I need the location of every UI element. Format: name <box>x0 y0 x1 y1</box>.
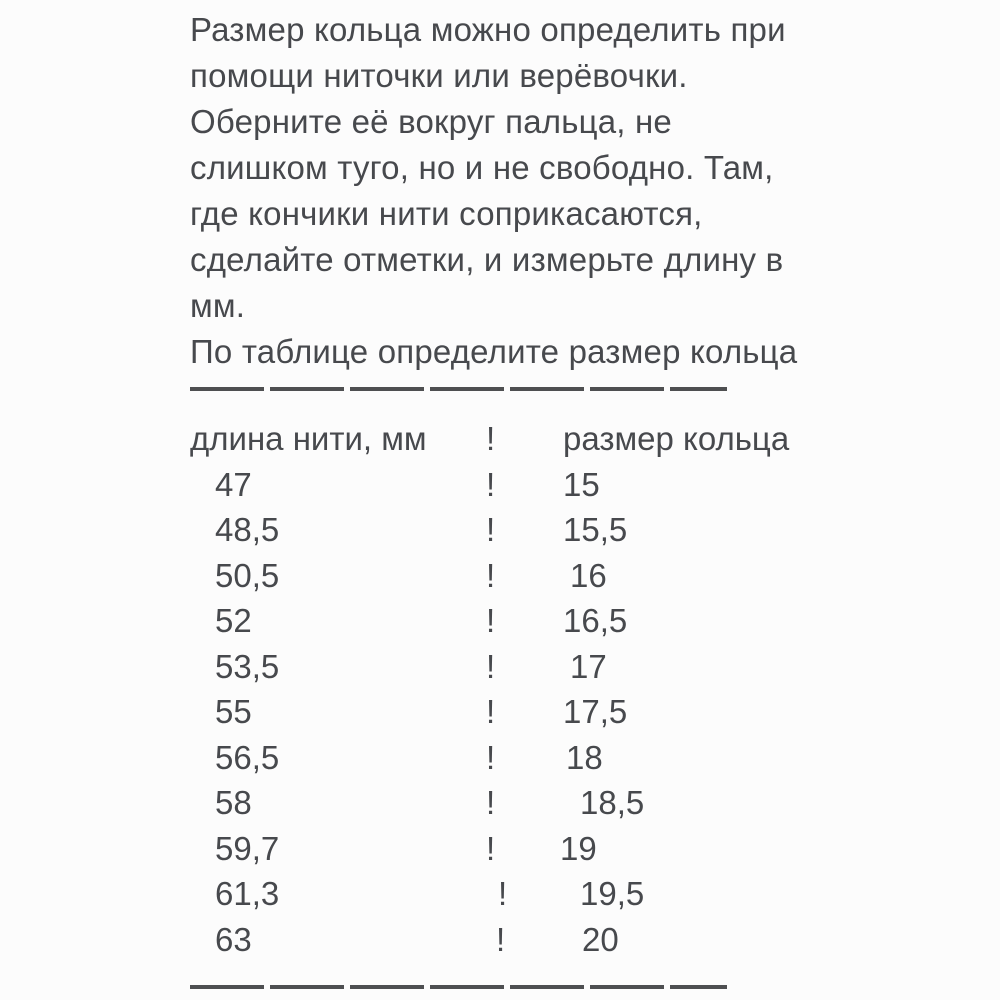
thread-length-value: 55 <box>215 693 252 730</box>
thread-length-value: 63 <box>215 920 252 958</box>
thread-length-value: 58 <box>215 784 252 821</box>
intro-line: где кончики нити соприкасаются, <box>190 195 703 232</box>
row-divider: ! <box>486 647 496 685</box>
length-column-header: длина нити, мм <box>190 420 427 457</box>
table-header-row <box>190 416 830 462</box>
row-divider: ! <box>486 511 496 548</box>
intro-line: Размер кольца можно определить при <box>190 11 786 48</box>
ring-size-value: 16,5 <box>563 602 628 639</box>
thread-length-value: 50,5 <box>215 556 280 594</box>
thread-length-value: 52 <box>215 602 252 639</box>
table-row <box>190 780 830 826</box>
ring-size-value: 15 <box>563 465 600 503</box>
table-row <box>190 917 830 963</box>
ring-size-value: 17 <box>570 647 607 685</box>
ring-size-value: 16 <box>570 556 607 594</box>
row-divider: ! <box>486 693 496 730</box>
thread-length-value: 56,5 <box>215 738 280 776</box>
ring-size-value: 15,5 <box>563 511 628 548</box>
ring-size-value: 18,5 <box>580 784 645 821</box>
thread-length-value: 53,5 <box>215 647 280 685</box>
thread-length-value: 47 <box>215 465 252 503</box>
ring-size-value: 20 <box>582 920 619 958</box>
table-row <box>190 553 830 599</box>
size-column-header: размер кольца <box>563 420 790 457</box>
ring-size-value: 19 <box>560 829 597 867</box>
row-divider: ! <box>486 784 496 821</box>
row-divider: ! <box>486 738 496 776</box>
table-row <box>190 598 830 644</box>
thread-length-value: 59,7 <box>215 829 280 867</box>
separator-line-bottom <box>190 985 727 989</box>
row-divider: ! <box>486 602 496 639</box>
table-row <box>190 871 830 917</box>
table-row <box>190 689 830 735</box>
row-divider: ! <box>486 829 496 867</box>
ring-size-table <box>190 416 830 962</box>
ring-size-value: 19,5 <box>580 875 645 912</box>
intro-text <box>190 7 830 375</box>
row-divider: ! <box>498 875 508 912</box>
table-row <box>190 826 830 872</box>
intro-line: Оберните её вокруг пальца, не <box>190 103 672 140</box>
row-divider: ! <box>486 556 496 594</box>
intro-line: помощи ниточки или верёвочки. <box>190 57 688 94</box>
table-row <box>190 735 830 781</box>
intro-line: сделайте отметки, и измерьте длину в <box>190 241 784 278</box>
content-column <box>190 7 830 989</box>
table-row <box>190 507 830 553</box>
thread-length-value: 61,3 <box>215 875 280 912</box>
separator-line-top <box>190 387 727 391</box>
table-body <box>190 462 830 963</box>
row-divider: ! <box>486 465 496 503</box>
intro-line: По таблице определите размер кольца <box>190 333 798 370</box>
thread-length-value: 48,5 <box>215 511 280 548</box>
intro-line: мм. <box>190 287 246 324</box>
ring-size-value: 18 <box>566 738 603 776</box>
ring-size-value: 17,5 <box>563 693 628 730</box>
column-divider: ! <box>486 420 496 457</box>
table-row <box>190 644 830 690</box>
row-divider: ! <box>496 920 506 958</box>
intro-line: слишком туго, но и не свободно. Там, <box>190 149 774 186</box>
table-row <box>190 462 830 508</box>
